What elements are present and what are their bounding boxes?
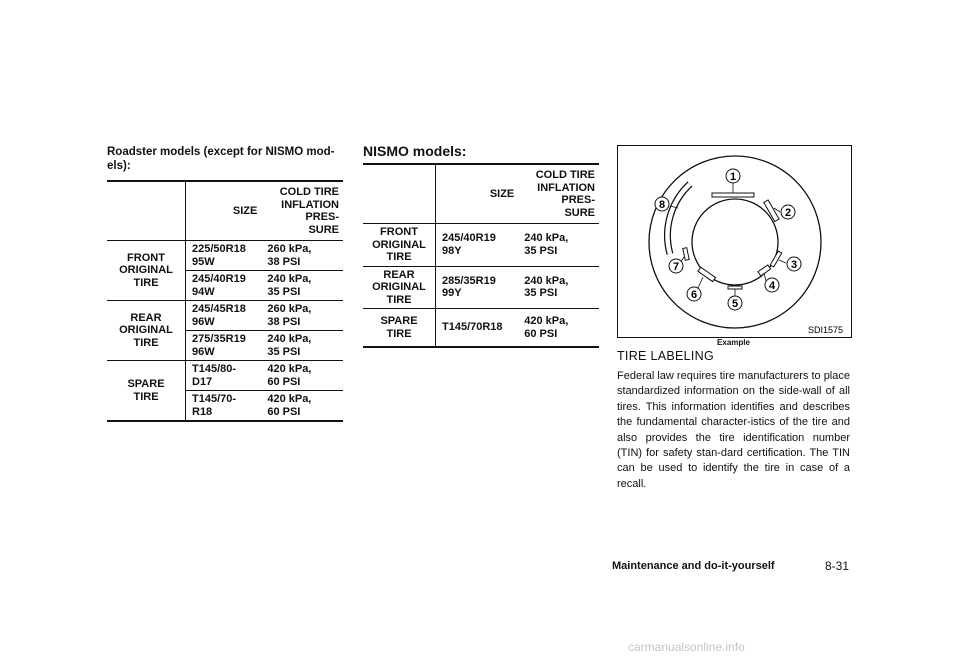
callout-7 xyxy=(669,259,683,273)
callout-6 xyxy=(687,287,701,301)
section-body: Federal law requires tire manufacturers to place standardized information on the side-wall of all tires. This information identifies and describes the fundamental character-istics of the tire and also provides the tire identification number (TIN) for safety stan-dard certification. The TIN can be used to identify the tire in case of a recall. xyxy=(617,370,850,490)
page-number: 8-31 xyxy=(825,559,850,573)
row-label-front: FRONT ORIGINAL TIRE xyxy=(107,241,186,301)
tire-size: T145/80- D17 xyxy=(186,361,262,391)
tire-size: T145/70- R18 xyxy=(192,393,237,418)
tire-pressure: 420 kPa, 60 PSI xyxy=(261,361,343,391)
callout-1 xyxy=(726,169,740,183)
tire-size: 245/40R19 98Y xyxy=(436,224,519,267)
tire-size: 225/50R18 95W xyxy=(186,241,262,271)
svg-text:1: 1 xyxy=(729,171,737,183)
watermark: carmanualsonline.info xyxy=(628,640,745,654)
tire-pressure: 240 kPa, 35 PSI xyxy=(261,331,343,361)
footer-section-name: Maintenance and do-it-yourself xyxy=(612,560,775,572)
sidewall-mark-7 xyxy=(683,248,689,261)
tire-size: 245/45R18 96W xyxy=(186,301,262,331)
sidewall-mark-5 xyxy=(728,286,742,289)
tire-size: 245/40R19 94W xyxy=(186,271,262,301)
svg-text:6: 6 xyxy=(690,289,698,301)
row-label-front: FRONT ORIGINAL TIRE xyxy=(363,224,436,267)
nismo-heading: NISMO models: xyxy=(363,143,467,159)
svg-text:3: 3 xyxy=(790,259,798,271)
svg-text:7: 7 xyxy=(672,261,680,273)
row-label-spare: SPARE TIRE xyxy=(363,309,436,348)
tire-pressure: 420 kPa, 60 PSI xyxy=(524,315,569,340)
svg-text:4: 4 xyxy=(768,280,776,292)
sidewall-mark-6 xyxy=(698,267,716,281)
tire-size: 275/35R19 96W xyxy=(186,331,262,361)
tire-size: T145/70R18 xyxy=(442,321,503,334)
section-title: TIRE LABELING xyxy=(617,349,714,363)
callout-2 xyxy=(781,205,795,219)
pressure-header: COLD TIRE INFLATION PRES- SURE xyxy=(261,181,343,241)
callout-8 xyxy=(655,197,669,211)
tire-pressure: 240 kPa, 35 PSI xyxy=(518,266,599,309)
tire-pressure: 240 kPa, 35 PSI xyxy=(518,224,599,267)
tire-sidewall-figure xyxy=(617,145,852,338)
figure-code: SDI1575 xyxy=(807,325,843,335)
row-label-rear: REAR ORIGINAL TIRE xyxy=(107,301,186,361)
tire-pressure: 260 kPa, 38 PSI xyxy=(261,301,343,331)
sidewall-mark-1 xyxy=(712,193,754,197)
size-header: SIZE xyxy=(186,181,262,241)
roadster-heading: Roadster models (except for NISMO mod- els): xyxy=(107,146,335,172)
figure-caption: Example xyxy=(717,338,750,347)
callout-5 xyxy=(728,296,742,310)
row-label-rear: REAR ORIGINAL TIRE xyxy=(363,266,436,309)
row-label-spare: SPARE TIRE xyxy=(107,361,186,422)
pressure-header: COLD TIRE INFLATION PRES- SURE xyxy=(518,164,599,224)
size-header: SIZE xyxy=(436,164,519,224)
svg-text:5: 5 xyxy=(731,298,739,310)
callout-4 xyxy=(765,278,779,292)
roadster-tire-table xyxy=(107,180,343,422)
tire-pressure: 240 kPa, 35 PSI xyxy=(261,271,343,301)
nismo-tire-table xyxy=(363,163,599,348)
callout-3 xyxy=(787,257,801,271)
tire-pressure: 420 kPa, 60 PSI xyxy=(267,393,312,418)
tire-size: 285/35R19 99Y xyxy=(436,266,519,309)
tire-diagram xyxy=(618,146,851,337)
svg-text:2: 2 xyxy=(784,207,792,219)
tire-pressure: 260 kPa, 38 PSI xyxy=(261,241,343,271)
svg-text:8: 8 xyxy=(658,199,666,211)
